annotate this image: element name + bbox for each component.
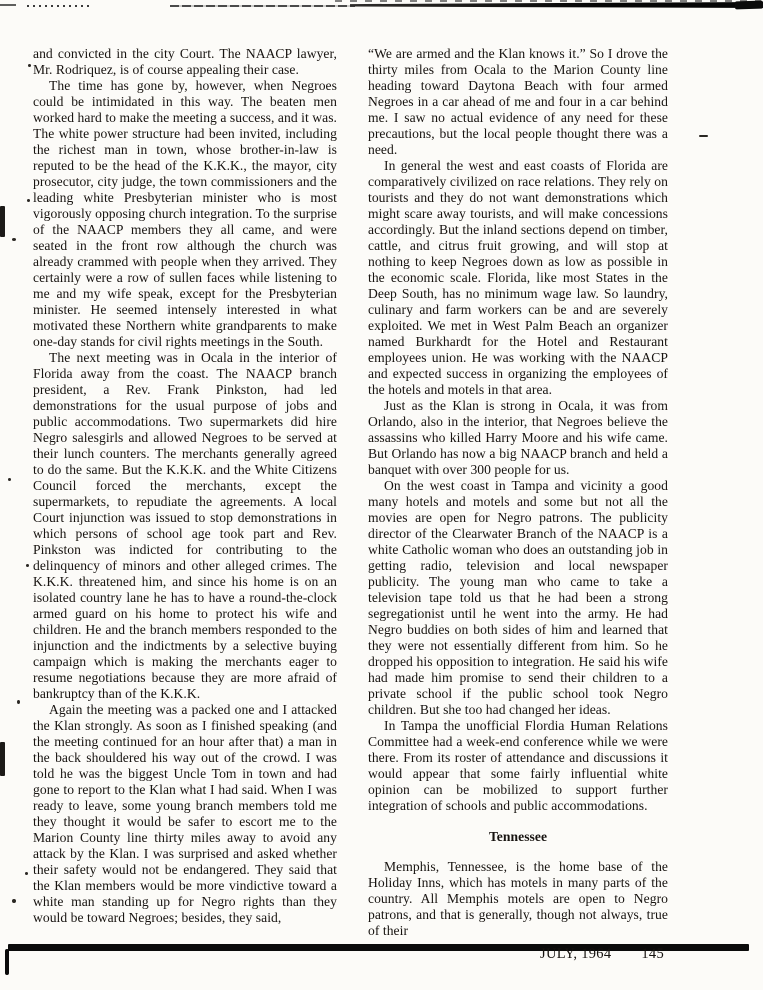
- scan-speck: [12, 238, 16, 241]
- body-paragraph: Memphis, Tennessee, is the home base of the Holiday Inns, which has motels in many parts of the country. All Memphis motels are open to Negro patrons, and that is generally, though not always, true of their: [368, 859, 668, 938]
- scan-artifact-top-mid-line: [170, 5, 355, 7]
- scan-speck: [26, 564, 29, 567]
- right-text-column: [368, 46, 668, 962]
- left-text-column: [33, 46, 337, 926]
- journal-date: JULY, 1964: [540, 946, 612, 962]
- section-heading-tennessee: Tennessee: [488, 829, 548, 844]
- scan-speck: [25, 872, 28, 875]
- body-paragraph: The next meeting was in Ocala in the interior of Florida away from the coast. The NAACP branch president, a Rev. Frank Pinkston, had led demonstrations for the usual purpose of jobs and public accommodations. Two supermarkets did hire Negro salesgirls and allowed Negroes to be served at their lunch counters. The merchants generally agreed to do the same. But the K.K.K. and the White Citizens Council forced the merchants, except the supermarkets, to repudiate the agreements. A local Court injunction was issued to stop demonstrations in which persons of school age took part and Rev. Pinkston was indicted for contributing to the delinquency of minors and other alleged crimes. The K.K.K. threatened him, and since his home is on an isolated country lane he has to have a round-the-clock armed guard on his home to protect his wife and children. He and the branch members responded to the injunction and the indictments by a selective buying campaign which is making the merchants eager to resume negotiations because they are more afraid of bankruptcy than of the K.K.K.: [33, 350, 337, 701]
- scan-artifact-top-dotted-line: [27, 5, 89, 7]
- scan-speck: [28, 64, 31, 67]
- body-paragraph: In general the west and east coasts of Florida are comparatively civilized on race relations. They rely on tourists and they do not want demonstrations which might scare away tourists, and will make concessions accordingly. But the inland sections depend on timber, cattle, and citrus fruit growing, and will stop at nothing to keep Negroes down as low as possible in the economic scale. Florida, like most States in the Deep South, has no minimum wage law. So laundry, culinary and farm workers can be and are severely exploited. We met in West Palm Beach an organizer named Burkhardt for the Hotel and Restaurant employees union. He was working with the NAACP and expected success in organizing the employees of the hotels and motels in that area.: [368, 158, 668, 397]
- scan-artifact-margin-mark: [0, 742, 5, 776]
- page-footer: [368, 946, 668, 962]
- body-paragraph: Again the meeting was a packed one and I attacked the Klan strongly. As soon as I finished speaking (and the meeting continued for an hour after that) a man in the back shouldered his way out of the crowd. I was told he was the biggest Uncle Tom in town and had gone to report to the Klan what I had said. When I was ready to leave, some young branch members told me they thought it would be safer to escort me to the Marion County line thirty miles away to avoid any attack by the Klan. I was surprised and asked whether their safety would not be endangered. They said that the Klan members would be more vindictive toward a white man standing up for Negro rights than they would be toward Negroes; besides, they said,: [33, 702, 337, 925]
- right-column-paragraphs-after-heading: [368, 859, 668, 939]
- scan-artifact-top-rule: [350, 2, 763, 8]
- scan-speck: [12, 899, 16, 903]
- scan-artifact-bottom-hook: [5, 949, 9, 975]
- scan-speck: [699, 135, 708, 137]
- page-number: 145: [641, 946, 664, 962]
- body-paragraph: and convicted in the city Court. The NAACP lawyer, Mr. Rodriquez, is of course appealing their case.: [33, 46, 337, 77]
- scan-artifact-margin-mark: [0, 206, 5, 237]
- scan-artifact-top-left-dash: [0, 4, 16, 6]
- scan-speck: [8, 478, 11, 481]
- body-paragraph: Just as the Klan is strong in Ocala, it was from Orlando, also in the interior, that Negroes believe the assassins who killed Harry Moore and his wife came. But Orlando has now a big NAACP branch and held a banquet with over 300 people for us.: [368, 398, 668, 477]
- scan-speck: [27, 199, 30, 202]
- scan-artifact-top-right-blob: [735, 1, 763, 10]
- right-column-paragraphs: [368, 46, 668, 814]
- body-paragraph: “We are armed and the Klan knows it.” So I drove the thirty miles from Ocala to the Marion County line heading toward Daytona Beach with four armed Negroes in a car ahead of me and four in a car behind me. I saw no actual evidence of any need for these precautions, but the local people thought there was a need.: [368, 46, 668, 157]
- body-paragraph: In Tampa the unofficial Flordia Human Relations Committee had a week-end conference while we were there. From its roster of attendance and discussions it would appear that some fairly influential white opinion can be mobilized to support further integration of schools and public accommodations.: [368, 718, 668, 813]
- body-paragraph: The time has gone by, however, when Negroes could be intimidated in this way. The beaten men worked hard to make the meeting a success, and it was. The white power structure had been invited, including the richest man in town, whose brother-in-law is reputed to be the head of the K.K.K., the mayor, city prosecutor, city judge, the town commissioners and the leading white Presbyterian minister who is most vigorously opposing church integration. To the surprise of the NAACP members they all came, and were seated in the front row although the church was already crammed with people when they arrived. They certainly were a row of sullen faces while listening to me and my wife speak, except for the Presbyterian minister. He seemed intensely interested in what motivated these Northern white grandparents to make one-day stands for civil rights meetings in the South.: [33, 78, 337, 349]
- scan-artifact-top-dashes: [335, 0, 761, 2]
- body-paragraph: On the west coast in Tampa and vicinity a good many hotels and motels and some but not all the movies are open for Negro patrons. The publicity director of the Clearwater Branch of the NAACP is a white Catholic woman who does an outstanding job in getting radio, television and local newspaper publicity. The young man who came to take a television tape told us that he had been a strong segregationist until he went into the army. He had Negro buddies on both sides of him and learned that they were not essentially different from him. So he dropped his opposition to integration. He said his wife had made him promise to send their children to a private school if the public school took Negro children. But she too had changed her ideas.: [368, 478, 668, 717]
- scan-speck: [17, 700, 20, 704]
